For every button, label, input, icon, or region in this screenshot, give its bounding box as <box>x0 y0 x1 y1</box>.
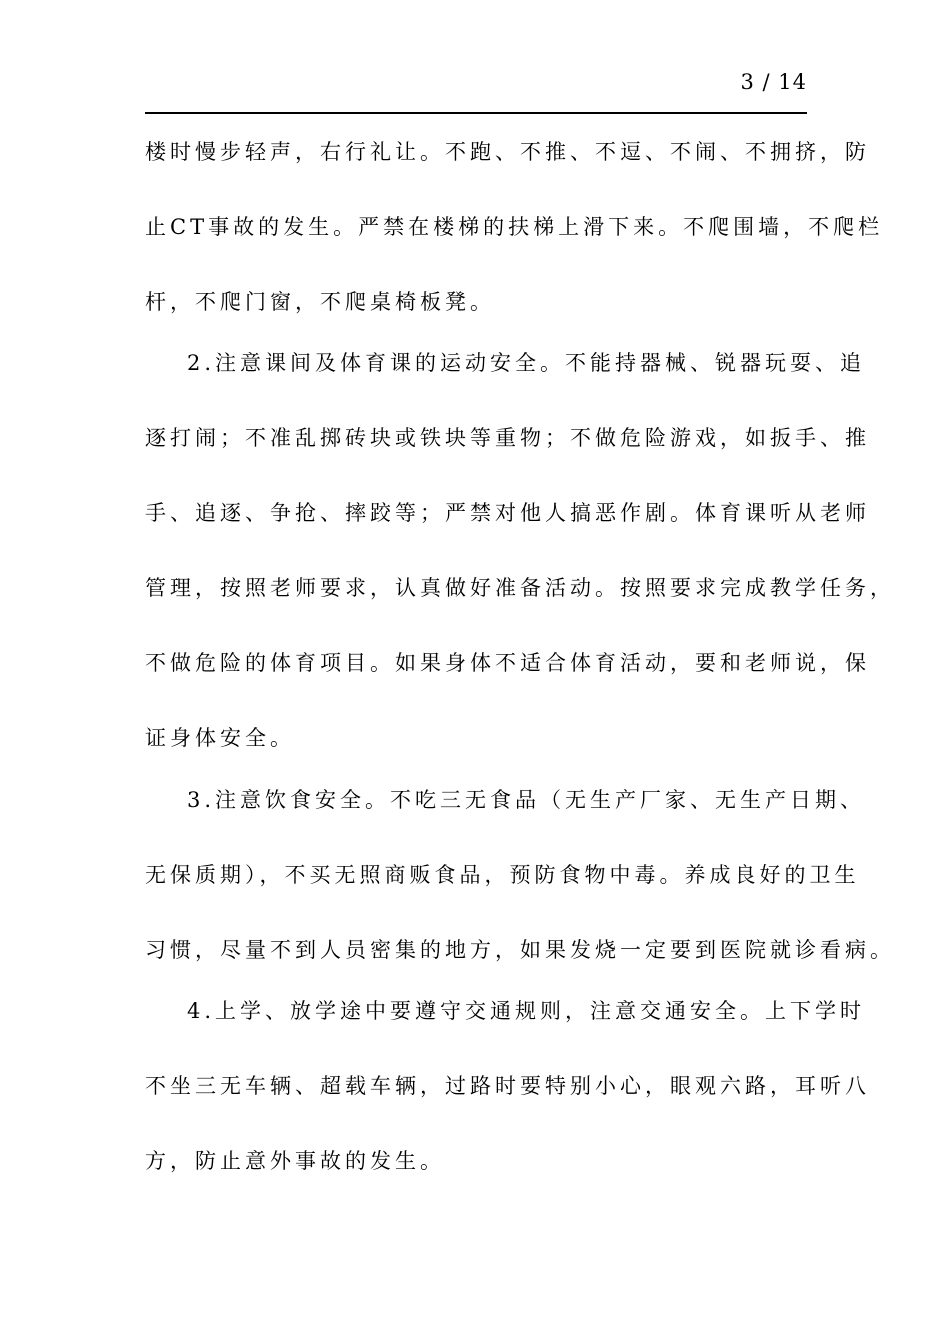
text-line: 止CT事故的发生。严禁在楼梯的扶梯上滑下来。不爬围墙，不爬栏 <box>145 215 884 239</box>
paragraph-start-line: 2.注意课间及体育课的运动安全。不能持器械、锐器玩耍、追 <box>187 351 866 375</box>
text-line: 不坐三无车辆、超载车辆，过路时要特别小心，眼观六路，耳听八 <box>145 1074 870 1098</box>
text-line: 习惯，尽量不到人员密集的地方，如果发烧一定要到医院就诊看病。 <box>145 938 895 962</box>
paragraph-start-line: 4.上学、放学途中要遵守交通规则，注意交通安全。上下学时 <box>187 999 866 1023</box>
text-line: 证身体安全。 <box>145 726 295 750</box>
text-line: 杆，不爬门窗，不爬桌椅板凳。 <box>145 290 495 314</box>
text-line: 逐打闹；不准乱掷砖块或铁块等重物；不做危险游戏，如扳手、推 <box>145 426 870 450</box>
text-line: 无保质期），不买无照商贩食品，预防食物中毒。养成良好的卫生 <box>145 863 860 887</box>
text-line: 管理，按照老师要求，认真做好准备活动。按照要求完成教学任务， <box>145 576 895 600</box>
text-line: 不做危险的体育项目。如果身体不适合体育活动，要和老师说，保 <box>145 651 870 675</box>
text-line: 方，防止意外事故的发生。 <box>145 1149 445 1173</box>
paragraph-start-line: 3.注意饮食安全。不吃三无食品（无生产厂家、无生产日期、 <box>187 788 866 812</box>
page-number: 3 / 14 <box>740 70 807 94</box>
text-line: 手、追逐、争抢、摔跤等；严禁对他人搞恶作剧。体育课听从老师 <box>145 501 870 525</box>
text-line: 楼时慢步轻声，右行礼让。不跑、不推、不逗、不闹、不拥挤，防 <box>145 140 870 164</box>
page-header <box>145 66 807 114</box>
